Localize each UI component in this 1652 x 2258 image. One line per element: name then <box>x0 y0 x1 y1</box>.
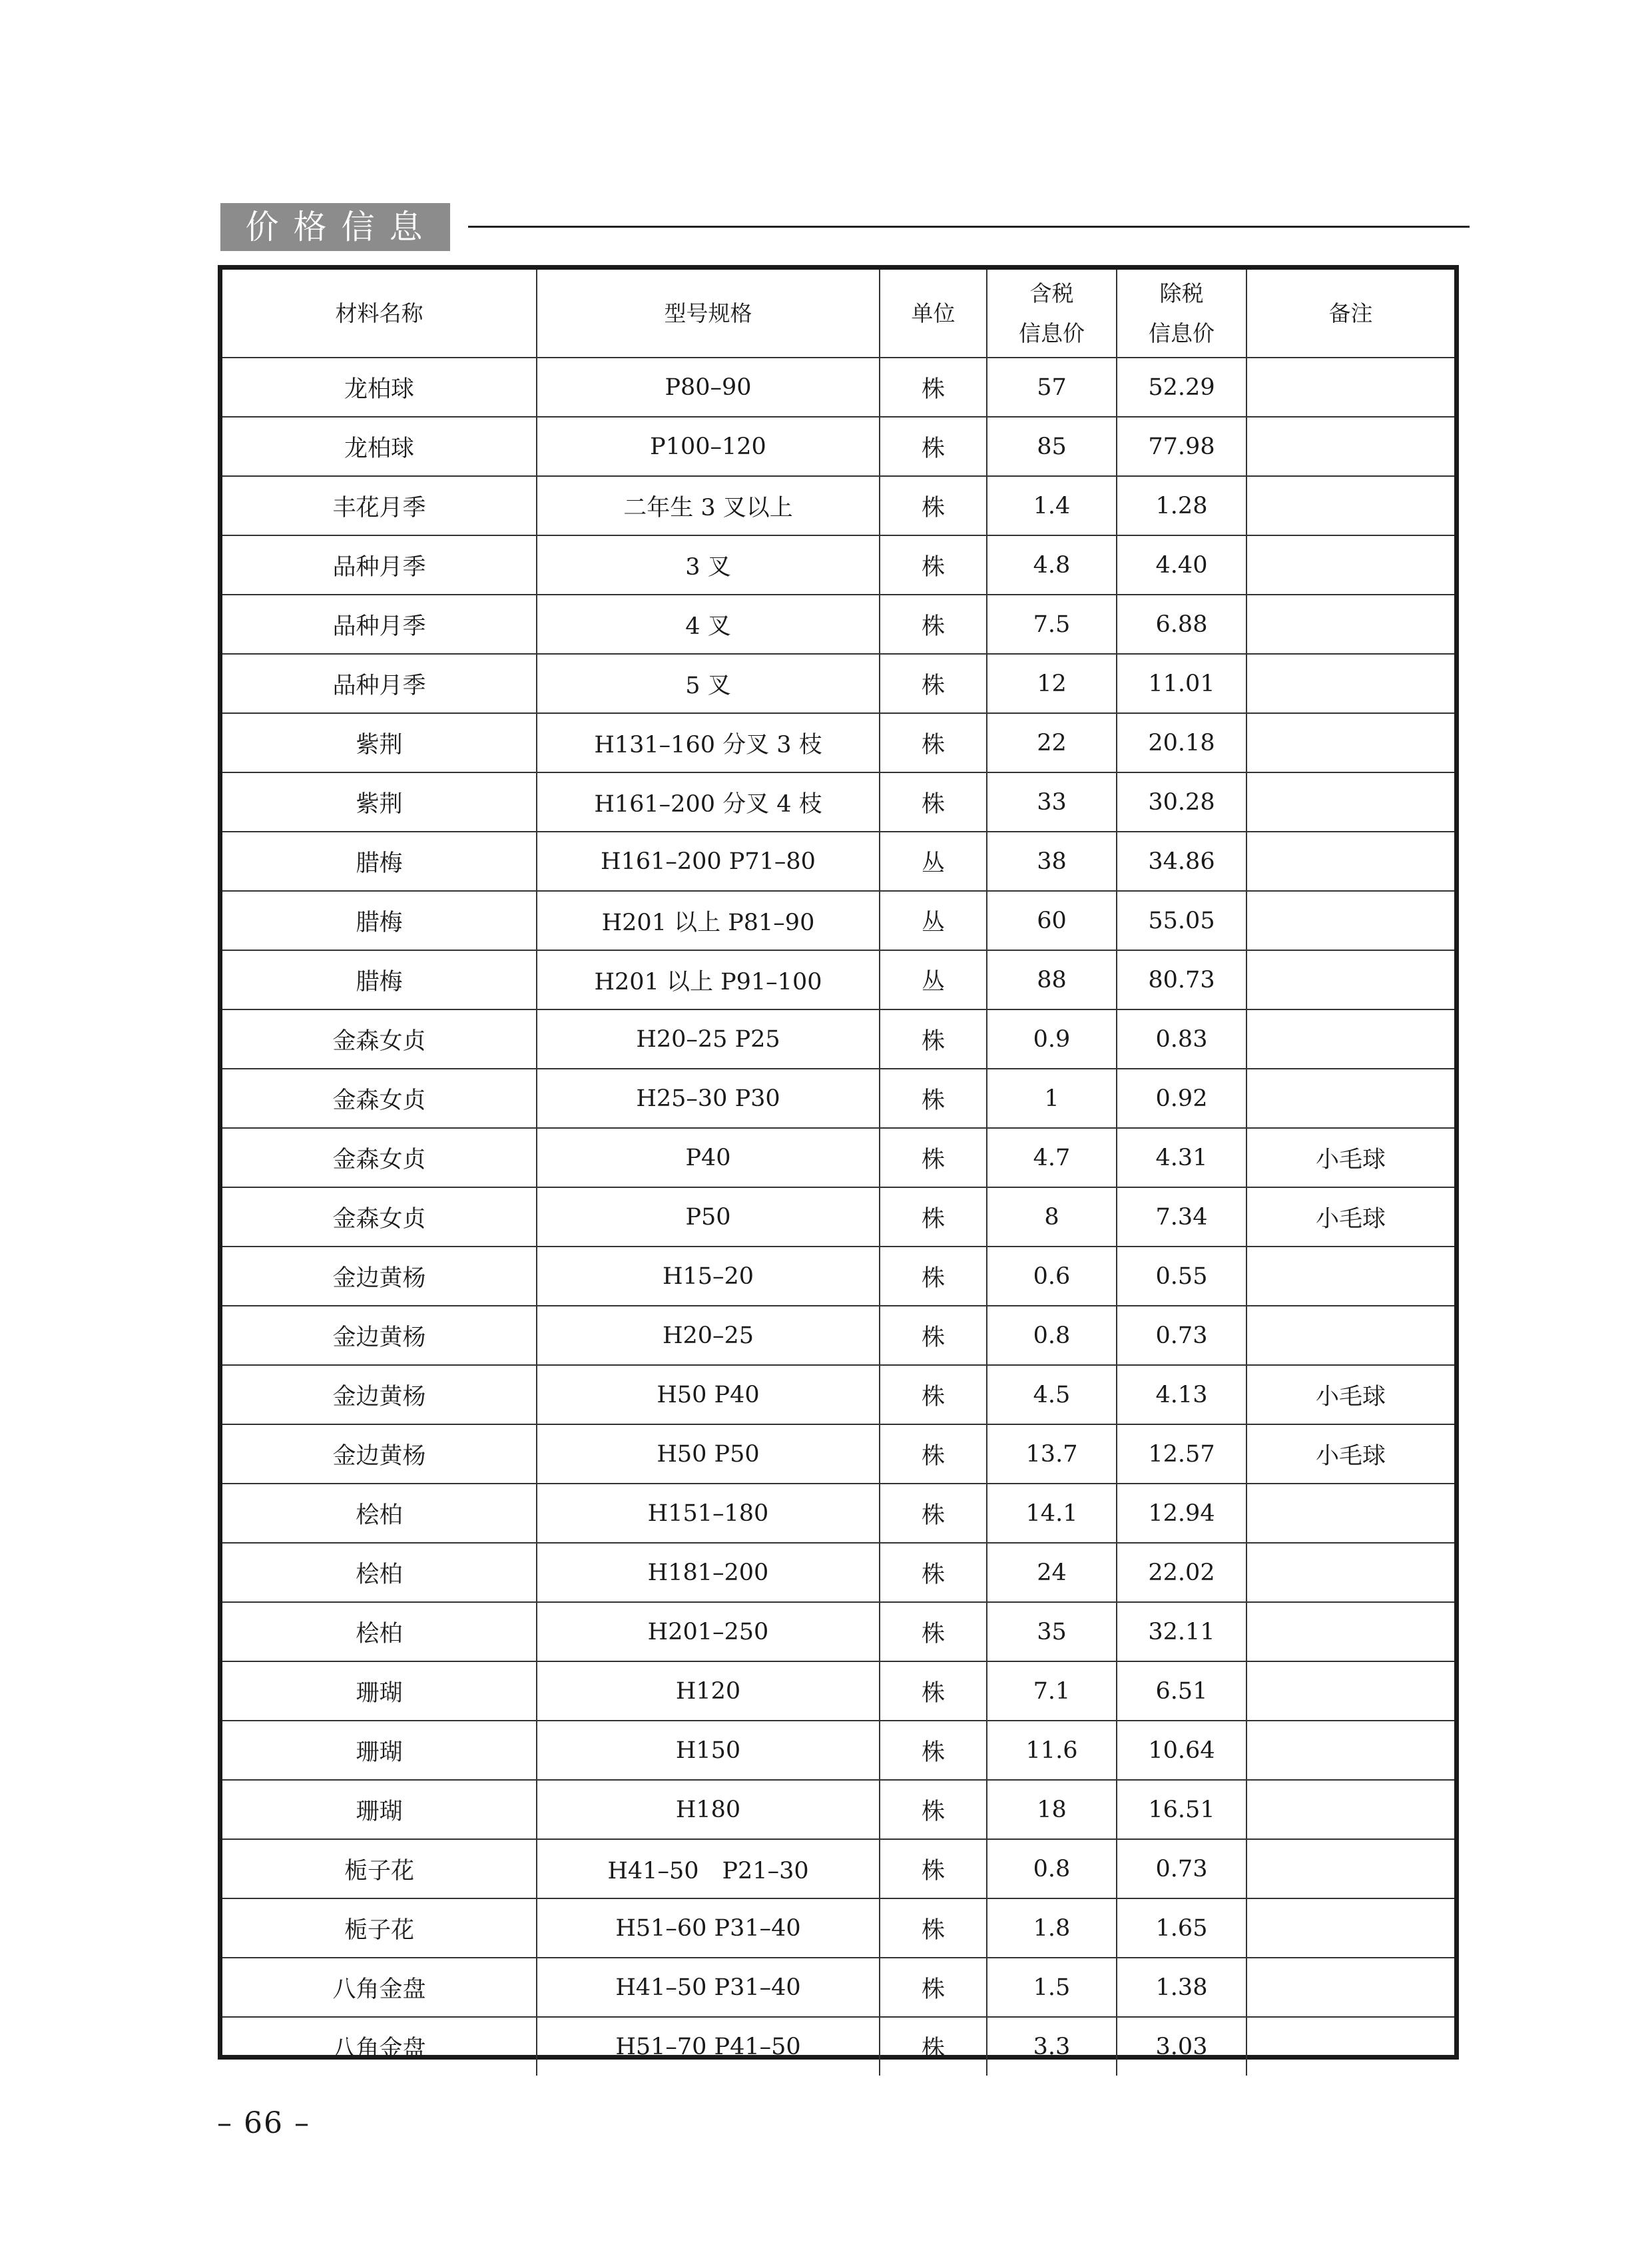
table-row <box>222 1780 1454 1839</box>
cell-material-name: 金边黄杨 <box>222 1365 537 1424</box>
cell-price-without-tax: 1.65 <box>1117 1898 1246 1958</box>
header-price-with-tax-line2: 信息价 <box>1019 320 1085 346</box>
cell-remark <box>1246 1661 1454 1721</box>
header-remark: 备注 <box>1246 270 1454 358</box>
cell-model-spec: 二年生 3 叉以上 <box>537 476 880 535</box>
cell-unit: 丛 <box>880 832 987 891</box>
cell-material-name: 龙柏球 <box>222 358 537 417</box>
cell-price-without-tax: 10.64 <box>1117 1721 1246 1780</box>
cell-price-without-tax: 3.03 <box>1117 2017 1246 2076</box>
cell-unit: 株 <box>880 1009 987 1069</box>
cell-price-with-tax: 14.1 <box>987 1484 1117 1543</box>
cell-price-without-tax: 16.51 <box>1117 1780 1246 1839</box>
table-row <box>222 1247 1454 1306</box>
cell-price-with-tax: 4.8 <box>987 535 1117 595</box>
table-row <box>222 1009 1454 1069</box>
cell-material-name: 珊瑚 <box>222 1721 537 1780</box>
cell-material-name: 珊瑚 <box>222 1661 537 1721</box>
cell-price-without-tax: 80.73 <box>1117 950 1246 1009</box>
cell-price-without-tax: 0.55 <box>1117 1247 1246 1306</box>
cell-model-spec: P50 <box>537 1187 880 1247</box>
cell-unit: 株 <box>880 1602 987 1661</box>
cell-unit: 株 <box>880 1839 987 1898</box>
cell-material-name: 金森女贞 <box>222 1009 537 1069</box>
cell-model-spec: H161–200 分叉 4 枝 <box>537 772 880 832</box>
cell-remark <box>1246 1543 1454 1602</box>
cell-model-spec: H181–200 <box>537 1543 880 1602</box>
cell-remark <box>1246 1780 1454 1839</box>
cell-price-with-tax: 24 <box>987 1543 1117 1602</box>
table-row <box>222 1543 1454 1602</box>
cell-price-without-tax: 11.01 <box>1117 654 1246 713</box>
cell-unit: 株 <box>880 1780 987 1839</box>
cell-material-name: 紫荆 <box>222 772 537 832</box>
cell-price-without-tax: 12.94 <box>1117 1484 1246 1543</box>
cell-material-name: 品种月季 <box>222 535 537 595</box>
cell-price-without-tax: 7.34 <box>1117 1187 1246 1247</box>
cell-model-spec: H120 <box>537 1661 880 1721</box>
cell-remark <box>1246 476 1454 535</box>
cell-unit: 株 <box>880 1187 987 1247</box>
cell-material-name: 珊瑚 <box>222 1780 537 1839</box>
table-row <box>222 1839 1454 1898</box>
table-row <box>222 595 1454 654</box>
cell-price-with-tax: 57 <box>987 358 1117 417</box>
cell-unit: 株 <box>880 1484 987 1543</box>
cell-material-name: 八角金盘 <box>222 2017 537 2076</box>
cell-material-name: 金森女贞 <box>222 1069 537 1128</box>
cell-price-without-tax: 34.86 <box>1117 832 1246 891</box>
cell-price-without-tax: 0.73 <box>1117 1839 1246 1898</box>
cell-model-spec: 5 叉 <box>537 654 880 713</box>
cell-remark <box>1246 1898 1454 1958</box>
cell-material-name: 栀子花 <box>222 1839 537 1898</box>
table-row <box>222 713 1454 772</box>
table-row <box>222 950 1454 1009</box>
cell-price-with-tax: 3.3 <box>987 2017 1117 2076</box>
cell-model-spec: H25–30 P30 <box>537 1069 880 1128</box>
cell-price-with-tax: 0.9 <box>987 1009 1117 1069</box>
cell-unit: 株 <box>880 1247 987 1306</box>
cell-remark <box>1246 654 1454 713</box>
table-row <box>222 1069 1454 1128</box>
cell-model-spec: H201 以上 P81–90 <box>537 891 880 950</box>
table-header-row <box>222 270 1454 358</box>
cell-unit: 株 <box>880 535 987 595</box>
cell-price-without-tax: 22.02 <box>1117 1543 1246 1602</box>
cell-price-without-tax: 4.40 <box>1117 535 1246 595</box>
cell-price-with-tax: 11.6 <box>987 1721 1117 1780</box>
table-row <box>222 1602 1454 1661</box>
table-row <box>222 1365 1454 1424</box>
page-number: – 66 – <box>217 2106 310 2140</box>
cell-remark <box>1246 1069 1454 1128</box>
cell-model-spec: H41–50 P21–30 <box>537 1839 880 1898</box>
cell-price-with-tax: 60 <box>987 891 1117 950</box>
table-row <box>222 1128 1454 1187</box>
cell-unit: 株 <box>880 1128 987 1187</box>
cell-remark: 小毛球 <box>1246 1187 1454 1247</box>
cell-model-spec: 4 叉 <box>537 595 880 654</box>
cell-unit: 株 <box>880 1069 987 1128</box>
cell-price-without-tax: 0.83 <box>1117 1009 1246 1069</box>
table-row <box>222 417 1454 476</box>
cell-remark <box>1246 772 1454 832</box>
header-price-without-tax-line2: 信息价 <box>1149 320 1215 346</box>
cell-price-without-tax: 4.13 <box>1117 1365 1246 1424</box>
cell-model-spec: H201–250 <box>537 1602 880 1661</box>
table-row <box>222 772 1454 832</box>
cell-material-name: 品种月季 <box>222 654 537 713</box>
cell-price-with-tax: 4.5 <box>987 1365 1117 1424</box>
header-material-name: 材料名称 <box>222 270 537 358</box>
header-price-without-tax <box>1117 270 1246 358</box>
cell-price-without-tax: 12.57 <box>1117 1424 1246 1484</box>
cell-model-spec: H51–70 P41–50 <box>537 2017 880 2076</box>
cell-model-spec: H180 <box>537 1780 880 1839</box>
cell-remark <box>1246 1009 1454 1069</box>
table-row <box>222 1484 1454 1543</box>
cell-material-name: 桧柏 <box>222 1484 537 1543</box>
cell-price-without-tax: 30.28 <box>1117 772 1246 832</box>
cell-remark <box>1246 891 1454 950</box>
cell-price-with-tax: 1 <box>987 1069 1117 1128</box>
cell-price-without-tax: 20.18 <box>1117 713 1246 772</box>
cell-material-name: 腊梅 <box>222 950 537 1009</box>
cell-unit: 株 <box>880 1898 987 1958</box>
cell-price-with-tax: 1.8 <box>987 1898 1117 1958</box>
cell-unit: 丛 <box>880 950 987 1009</box>
cell-remark <box>1246 1839 1454 1898</box>
cell-price-with-tax: 7.5 <box>987 595 1117 654</box>
cell-material-name: 紫荆 <box>222 713 537 772</box>
cell-material-name: 桧柏 <box>222 1543 537 1602</box>
cell-remark <box>1246 832 1454 891</box>
cell-remark <box>1246 417 1454 476</box>
table-row <box>222 1898 1454 1958</box>
cell-price-without-tax: 1.28 <box>1117 476 1246 535</box>
cell-model-spec: H161–200 P71–80 <box>537 832 880 891</box>
cell-material-name: 桧柏 <box>222 1602 537 1661</box>
cell-material-name: 丰花月季 <box>222 476 537 535</box>
cell-material-name: 八角金盘 <box>222 1958 537 2017</box>
cell-unit: 株 <box>880 1424 987 1484</box>
cell-model-spec: H131–160 分叉 3 枝 <box>537 713 880 772</box>
cell-model-spec: H50 P40 <box>537 1365 880 1424</box>
table-row <box>222 2017 1454 2076</box>
cell-remark: 小毛球 <box>1246 1365 1454 1424</box>
cell-price-without-tax: 1.38 <box>1117 1958 1246 2017</box>
cell-price-with-tax: 13.7 <box>987 1424 1117 1484</box>
cell-material-name: 金森女贞 <box>222 1187 537 1247</box>
table-row <box>222 476 1454 535</box>
cell-price-without-tax: 6.51 <box>1117 1661 1246 1721</box>
cell-material-name: 金边黄杨 <box>222 1247 537 1306</box>
cell-unit: 株 <box>880 1721 987 1780</box>
cell-unit: 株 <box>880 2017 987 2076</box>
cell-unit: 株 <box>880 1306 987 1365</box>
cell-price-with-tax: 8 <box>987 1187 1117 1247</box>
cell-model-spec: H151–180 <box>537 1484 880 1543</box>
cell-price-without-tax: 32.11 <box>1117 1602 1246 1661</box>
cell-unit: 株 <box>880 713 987 772</box>
cell-model-spec: H150 <box>537 1721 880 1780</box>
cell-price-with-tax: 12 <box>987 654 1117 713</box>
cell-price-with-tax: 88 <box>987 950 1117 1009</box>
cell-price-with-tax: 1.5 <box>987 1958 1117 2017</box>
cell-material-name: 品种月季 <box>222 595 537 654</box>
table-row <box>222 535 1454 595</box>
cell-price-without-tax: 77.98 <box>1117 417 1246 476</box>
cell-model-spec: P40 <box>537 1128 880 1187</box>
cell-unit: 株 <box>880 654 987 713</box>
table-row <box>222 1306 1454 1365</box>
cell-remark <box>1246 2017 1454 2076</box>
table-row <box>222 1187 1454 1247</box>
table-row <box>222 1661 1454 1721</box>
cell-remark <box>1246 1247 1454 1306</box>
table-row <box>222 654 1454 713</box>
cell-remark <box>1246 1306 1454 1365</box>
header-price-with-tax-line1: 含税 <box>1029 280 1074 306</box>
cell-model-spec: P80–90 <box>537 358 880 417</box>
cell-price-without-tax: 6.88 <box>1117 595 1246 654</box>
cell-price-without-tax: 0.73 <box>1117 1306 1246 1365</box>
cell-unit: 株 <box>880 1958 987 2017</box>
cell-unit: 株 <box>880 772 987 832</box>
cell-unit: 株 <box>880 1543 987 1602</box>
cell-model-spec: H50 P50 <box>537 1424 880 1484</box>
cell-price-with-tax: 33 <box>987 772 1117 832</box>
cell-price-with-tax: 0.8 <box>987 1306 1117 1365</box>
cell-material-name: 金边黄杨 <box>222 1424 537 1484</box>
table-row <box>222 1424 1454 1484</box>
header-price-without-tax-line1: 除税 <box>1159 280 1204 306</box>
cell-unit: 株 <box>880 417 987 476</box>
table-row <box>222 832 1454 891</box>
table-row <box>222 1958 1454 2017</box>
cell-model-spec: P100–120 <box>537 417 880 476</box>
cell-price-with-tax: 1.4 <box>987 476 1117 535</box>
cell-remark: 小毛球 <box>1246 1128 1454 1187</box>
cell-remark <box>1246 1721 1454 1780</box>
cell-unit: 株 <box>880 476 987 535</box>
cell-material-name: 金边黄杨 <box>222 1306 537 1365</box>
cell-remark <box>1246 713 1454 772</box>
price-table-frame <box>218 265 1459 2060</box>
cell-model-spec: 3 叉 <box>537 535 880 595</box>
table-row <box>222 1721 1454 1780</box>
cell-price-without-tax: 55.05 <box>1117 891 1246 950</box>
cell-price-with-tax: 0.6 <box>987 1247 1117 1306</box>
cell-remark <box>1246 1484 1454 1543</box>
cell-price-with-tax: 85 <box>987 417 1117 476</box>
cell-unit: 丛 <box>880 891 987 950</box>
cell-price-with-tax: 7.1 <box>987 1661 1117 1721</box>
table-body <box>222 358 1454 2076</box>
cell-model-spec: H20–25 <box>537 1306 880 1365</box>
cell-material-name: 龙柏球 <box>222 417 537 476</box>
section-title: 价格信息 <box>220 203 450 251</box>
cell-model-spec: H201 以上 P91–100 <box>537 950 880 1009</box>
table-row <box>222 358 1454 417</box>
cell-model-spec: H51–60 P31–40 <box>537 1898 880 1958</box>
cell-material-name: 腊梅 <box>222 832 537 891</box>
cell-price-with-tax: 38 <box>987 832 1117 891</box>
cell-remark <box>1246 950 1454 1009</box>
header-unit: 单位 <box>880 270 987 358</box>
cell-unit: 株 <box>880 358 987 417</box>
cell-price-with-tax: 18 <box>987 1780 1117 1839</box>
cell-model-spec: H15–20 <box>537 1247 880 1306</box>
table-row <box>222 891 1454 950</box>
cell-remark <box>1246 358 1454 417</box>
cell-remark <box>1246 1958 1454 2017</box>
cell-price-with-tax: 4.7 <box>987 1128 1117 1187</box>
cell-unit: 株 <box>880 1365 987 1424</box>
header-price-with-tax <box>987 270 1117 358</box>
cell-material-name: 腊梅 <box>222 891 537 950</box>
cell-price-without-tax: 0.92 <box>1117 1069 1246 1128</box>
cell-material-name: 金森女贞 <box>222 1128 537 1187</box>
cell-unit: 株 <box>880 595 987 654</box>
price-table <box>222 270 1454 2076</box>
cell-remark <box>1246 535 1454 595</box>
header-divider <box>468 226 1470 228</box>
cell-price-with-tax: 35 <box>987 1602 1117 1661</box>
cell-price-with-tax: 0.8 <box>987 1839 1117 1898</box>
cell-unit: 株 <box>880 1661 987 1721</box>
cell-model-spec: H41–50 P31–40 <box>537 1958 880 2017</box>
header-model-spec: 型号规格 <box>537 270 880 358</box>
cell-model-spec: H20–25 P25 <box>537 1009 880 1069</box>
cell-price-without-tax: 4.31 <box>1117 1128 1246 1187</box>
cell-remark <box>1246 595 1454 654</box>
cell-remark: 小毛球 <box>1246 1424 1454 1484</box>
cell-material-name: 栀子花 <box>222 1898 537 1958</box>
cell-price-with-tax: 22 <box>987 713 1117 772</box>
cell-price-without-tax: 52.29 <box>1117 358 1246 417</box>
cell-remark <box>1246 1602 1454 1661</box>
